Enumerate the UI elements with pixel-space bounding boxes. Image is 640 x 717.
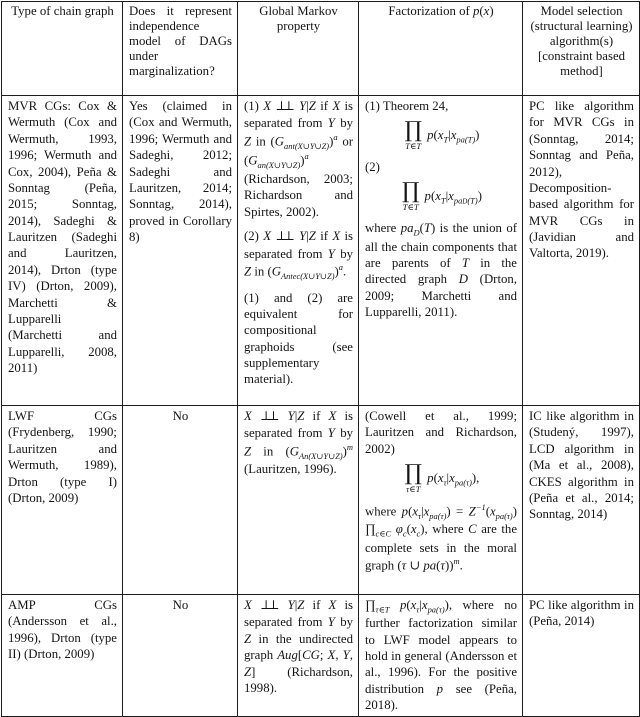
header-row [2,2,640,96]
cell-amp-type: AMP CGs (Andersson et al., 1996), Drton (type II) (Drton, 2009) [2,595,123,717]
cell-amp-independence: No [123,595,238,717]
col-header-global-markov-property: Global Markov property [238,2,359,96]
cell-mvr-independence: Yes (claimed in (Cox and Wermuth, 1996; Wermuth and Sadeghi, 2012; Sadeghi and Lauritzen, 2014; Sonntag, 2014), proved in Corollary 8) [123,96,238,406]
table-row-mvr-cgs [2,96,640,406]
cell-lwf-independence: No [123,406,238,595]
cell-amp-factorization: $\prod_{\tau\in T}$ $p(x_\tau|x_{pa(\tau)})$, where no further factorization similar to LWF model appears to hold in general (Andersson et al., 1996). For the positive distribution p see (Peña, 2018). [359,595,523,717]
cell-amp-markov: X ⊥⊥ Y|Z if X is separated from Y by Z in the undirected graph Aug[CG; X, Y, Z] (Richardson, 1998). [238,595,359,717]
table-row-lwf-cgs [2,406,640,595]
col-header-model-selection: Model selection (structural learning) algorithm(s) [constraint based method] [523,2,640,96]
cell-mvr-factorization: (1) Theorem 24, ∏ T∈T $p(x_T|x_{pa(T)})$ (2) ∏ T∈T $p(x_T|x_{paD(T)})$ where $pa_D(T)$ is the union of all the chain components that are parents of T in the directed graph D (Drton, 2009; Marchetti and Lupparelli, 2011). [359,96,523,406]
table-row-amp-cgs [2,595,640,717]
cell-lwf-algorithms: IC like algorithm in (Studený, 1997), LCD algorithm in (Ma et al., 2008), CKES algorithm in (Peña et al., 2014; Sonntag, 2014) [523,406,640,595]
col-header-independence-model: Does it represent independence model of DAGs under marginalization? [123,2,238,96]
col-header-factorization: Factorization of p(x) [359,2,523,96]
cell-lwf-type: LWF CGs (Frydenberg, 1990; Lauritzen and Wermuth, 1989), Drton (type I) (Drton, 2009) [2,406,123,595]
col-header-type-of-chain-graph: Type of chain graph [2,2,123,96]
chain-graph-comparison-table [1,1,640,717]
cell-mvr-type: MVR CGs: Cox & Wermuth (Cox and Wermuth, 1993, 1996; Wermuth and Cox, 2004), Peña & Sonntag (Peña, 2015; Sonntag, 2014), Sadeghi & Lauritzen (Sadeghi and Lauritzen, 2014), Drton (type IV) (Drton, 2009), Marchetti & Lupparelli (Marchetti and Lupparelli, 2008, 2011) [2,96,123,406]
cell-lwf-markov: X ⊥⊥ Y|Z if X is separated from Y by Z in $(G_{An(X\cup Y\cup Z)})^m$ (Lauritzen, 1996). [238,406,359,595]
cell-lwf-factorization: (Cowell et al., 1999; Lauritzen and Richardson, 2002) ∏ τ∈T $p(x_\tau|x_{pa(\tau)})$, where $p(x_\tau|x_{pa(\tau)}) = Z^{-1}(x_{pa(\tau)})$ $\prod_{c\in C}$ $\varphi_c(x_c)$, where C are the complete sets in the moral graph (τ ∪ pa(τ))$^m$. [359,406,523,595]
cell-mvr-markov: (1) X ⊥⊥ Y|Z if X is separated from Y by Z in $(G_{ant(X\cup Y\cup Z)})^a$ or $(G_{an(X\cup Y\cup Z)})^a$ (Richardson, 2003; Richardson and Spirtes, 2002). (2) X ⊥⊥ Y|Z if X is separated from Y by Z in $(G_{Antec(X\cup Y\cup Z)})^a$. (1) and (2) are equivalent for compositional graphoids (see supplementary material). [238,96,359,406]
cell-amp-algorithms: PC like algorithm in (Peña, 2014) [523,595,640,717]
cell-mvr-algorithms: PC like algorithm for MVR CGs in (Sonntag, 2014; Sonntag and Peña, 2012), Decomposition-based algorithm for MVR CGs in (Javidian and Valtorta, 2019). [523,96,640,406]
